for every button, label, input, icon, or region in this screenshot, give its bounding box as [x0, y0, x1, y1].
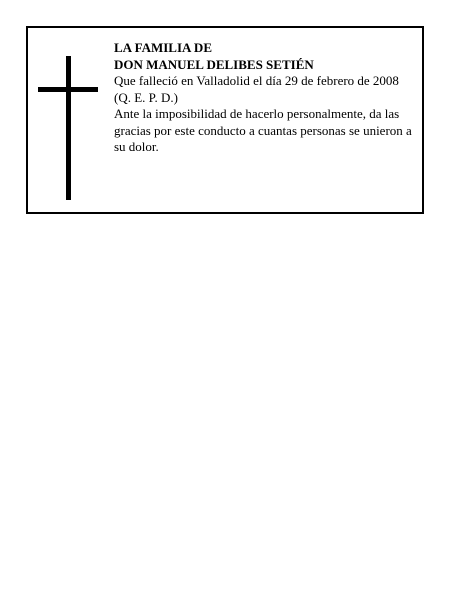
family-heading: LA FAMILIA DE: [114, 40, 212, 55]
thanks-message: Ante la imposibilidad de hacerlo personalmente, da las gracias por este conducto a cuantas personas se unieron a su dolor.: [114, 106, 412, 154]
cross-vertical-bar: [66, 56, 71, 200]
rip-abbreviation: (Q. E. P. D.): [114, 89, 178, 105]
notice-text: [114, 40, 420, 156]
cross-horizontal-bar: [38, 87, 98, 92]
obituary-notice: [26, 26, 424, 214]
latin-cross-icon: [38, 56, 98, 200]
death-statement: Que falleció en Valladolid el día 29 de febrero de 2008: [114, 73, 399, 88]
deceased-name: DON MANUEL DELIBES SETIÉN: [114, 56, 314, 72]
